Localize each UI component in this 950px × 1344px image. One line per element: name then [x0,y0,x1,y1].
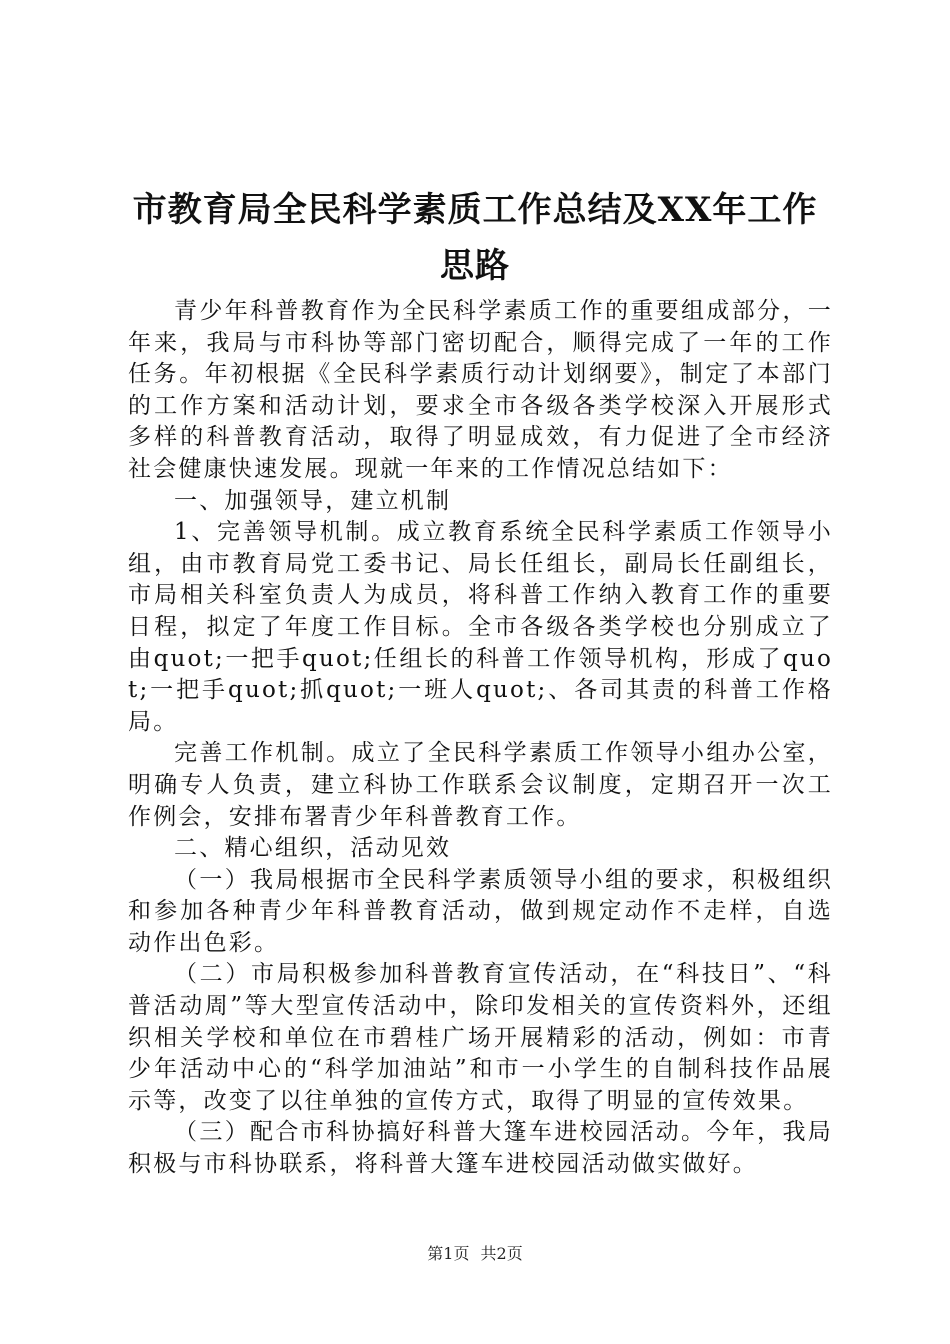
paragraph-leadership-mechanism: 1、完善领导机制。成立教育系统全民科学素质工作领导小组，由市教育局党工委书记、局长任组长，副局长任副组长，市局相关科室负责人为成员，将科普工作纳入教育工作的重要日程，拟定了年度工作目标。全市各级各类学校也分别成立了由quot;一把手quot;任组长的科普工作领导机构，形成了quot;一把手quot;抓quot;一班人quot;、各司其责的科普工作格局。 [128,519,833,735]
document-body [128,296,833,1181]
intro-paragraph: 青少年科普教育作为全民科学素质工作的重要组成部分，一年来，我局与市科协等部门密切配合，顺得完成了一年的工作任务。年初根据《全民科学素质行动计划纲要》，制定了本部门的工作方案和活动计划，要求全市各级各类学校深入开展形式多样的科普教育活动，取得了明显成效，有力促进了全市经济社会健康快速发展。现就一年来的工作情况总结如下： [128,298,833,482]
paragraph-item-3: （三）配合市科协搞好科普大篷车进校园活动。今年，我局积极与市科协联系，将科普大篷车进校园活动做实做好。 [128,1119,833,1178]
paragraph-item-1: （一）我局根据市全民科学素质领导小组的要求，积极组织和参加各种青少年科普教育活动，做到规定动作不走样，自选动作出色彩。 [128,866,833,956]
paragraph-item-2: （二）市局积极参加科普教育宣传活动，在“科技日”、“科普活动周”等大型宣传活动中，除印发相关的宣传资料外，还组织相关学校和单位在市碧桂广场开展精彩的活动，例如：市青少年活动中心的“科学加油站”和市一小学生的自制科技作品展示等，改变了以往单独的宣传方式，取得了明显的宣传效果。 [128,961,833,1114]
document-title-line-2: 思路 [440,246,510,286]
paragraph-work-mechanism: 完善工作机制。成立了全民科学素质工作领导小组办公室，明确专人负责，建立科协工作联系会议制度，定期召开一次工作例会，安排布署青少年科普教育工作。 [128,740,833,830]
document-title-line-1: 市教育局全民科学素质工作总结及XX年工作 [132,190,818,230]
section-heading-1: 一、加强领导，建立机制 [174,487,452,514]
page-number: 第1页 [427,1244,470,1263]
page-total: 共2页 [480,1244,523,1263]
section-heading-2: 二、精心组织，活动见效 [174,835,452,862]
page-footer [0,1244,950,1264]
